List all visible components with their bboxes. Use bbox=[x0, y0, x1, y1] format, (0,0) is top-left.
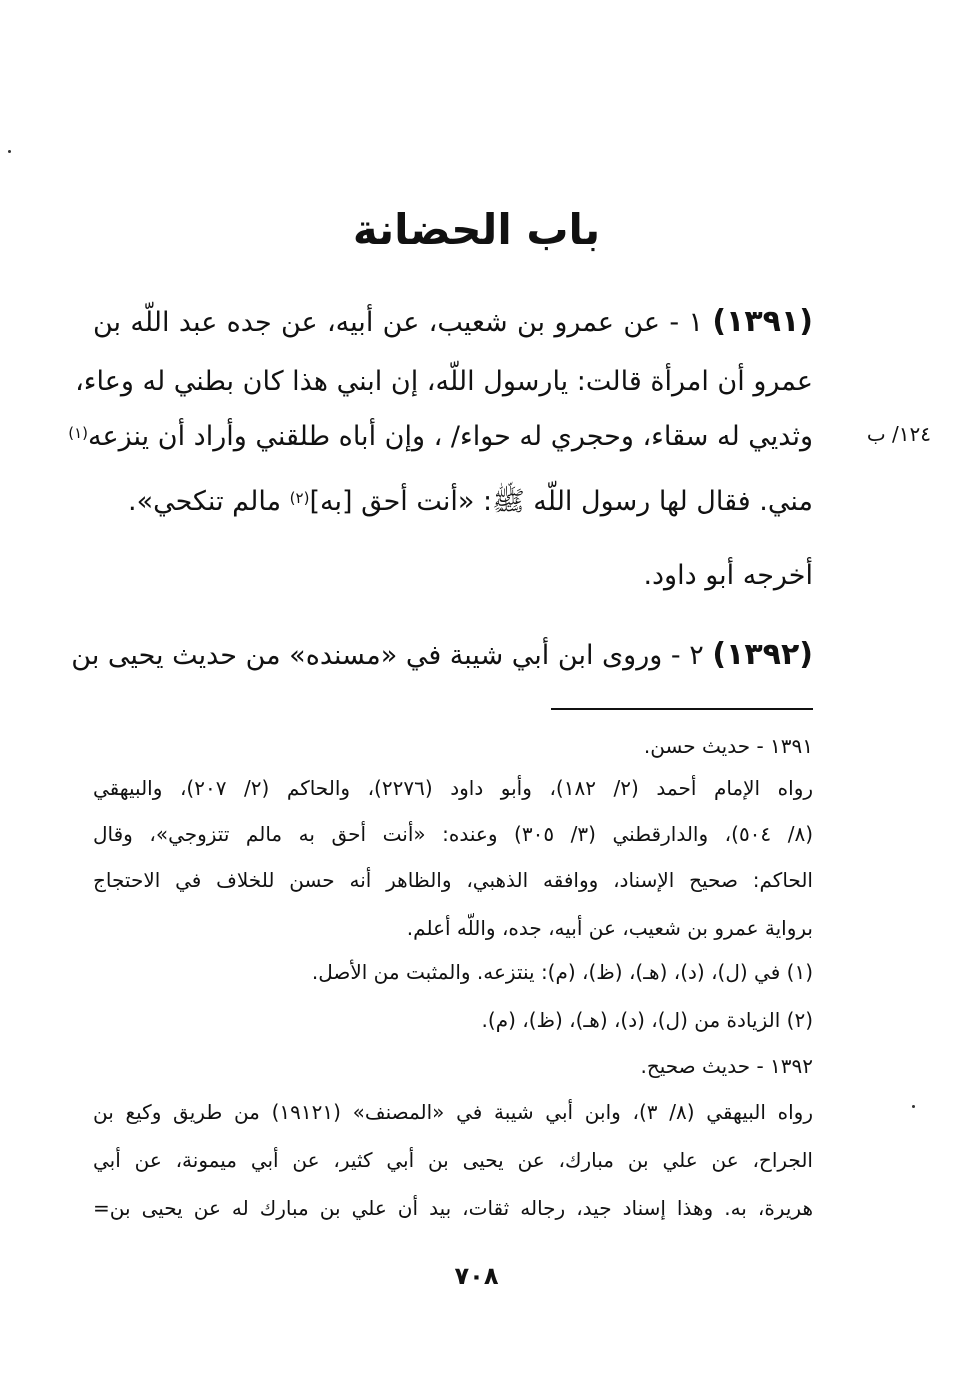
footnote-line: هريرة، به. وهذا إسناد جيد، رجاله ثقات، بيد أن علي بن مبارك له عن يحيى بن= bbox=[93, 1196, 813, 1220]
footnote-line: برواية عمرو بن شعيب، عن أبيه، جده، واللّه أعلم. bbox=[406, 916, 813, 940]
footnote-line: (١) في (ل)، (د)، (هـ)، (ظ)، (م): ينتزعه. والمثبت من الأصل. bbox=[311, 960, 813, 984]
footnote-line: الجراح، عن علي بن مبارك، عن يحيى بن أبي كثير، عن أبي ميمونة، عن أبي bbox=[93, 1148, 813, 1172]
hadith-1391-line-4: مني. فقال لها رسول اللّه ﷺ: «أنت أحق [به]$^{(٢)}$ مالم تنكحي». bbox=[127, 486, 813, 517]
chapter-title: باب الحضانة bbox=[352, 205, 601, 254]
hadith-1391-source: أخرجه أبو داود. bbox=[643, 560, 813, 591]
scan-speck bbox=[912, 1105, 915, 1108]
footnote-separator bbox=[551, 708, 813, 710]
hadith-1392-line-1: (١٣٩٢) ٢ - وروى ابن أبي شيبة في «مسنده» من حديث يحيى بن bbox=[71, 637, 813, 672]
hadith-number-1392: (١٣٩٢) bbox=[712, 637, 813, 672]
hadith-1391-line-3: وثديي له سقاء، وحجري له حواء/ ، وإن أباه طلقني وأراد أن ينزعه$^{(١)}$ bbox=[68, 421, 813, 452]
footnote-line: ١٣٩١ - حديث حسن. bbox=[643, 734, 813, 758]
footnote-ref-2: (٢) bbox=[289, 489, 310, 507]
hadith-number-1391: (١٣٩١) bbox=[712, 304, 813, 339]
page-number: ٧٠٨ bbox=[454, 1262, 499, 1290]
footnote-line: (٨/ ٥٠٤)، والدارقطني (٣/ ٣٠٥) وعنده: «أنت أحق به مالم تتزوجي»، وقال bbox=[93, 822, 814, 846]
footnote-line: ١٣٩٢ - حديث صحيح. bbox=[640, 1054, 813, 1078]
footnote-line: (٢) الزيادة من (ل)، (د)، (هـ)، (ظ)، (م). bbox=[481, 1008, 813, 1032]
footnote-line: رواه البيهقي (٨/ ٣)، وابن أبي شيبة في «المصنف» (١٩١٢١) من طريق وكيع بن bbox=[93, 1100, 813, 1124]
scan-speck bbox=[8, 150, 11, 153]
hadith-1391-line-2: عمرو أن امرأة قالت: يارسول اللّه، إن ابني هذا كان بطني له وعاء، bbox=[75, 366, 813, 397]
footnote-line: رواه الإمام أحمد (٢/ ١٨٢)، وأبو داود (٢٢٧٦)، والحاكم (٢/ ٢٠٧)، والبيهقي bbox=[93, 776, 814, 800]
manuscript-folio-note: ١٢٤/ ب bbox=[866, 422, 931, 446]
hadith-1391-line-1: (١٣٩١) ١ - عن عمرو بن شعيب، عن أبيه، عن جده عبد اللّه بن bbox=[93, 304, 813, 339]
footnote-line: الحاكم: صحيح الإسناد، ووافقه الذهبي، والظاهر أنه حسن للخلاف في الاحتجاج bbox=[93, 868, 813, 892]
footnote-ref-1: (١) bbox=[68, 424, 89, 442]
